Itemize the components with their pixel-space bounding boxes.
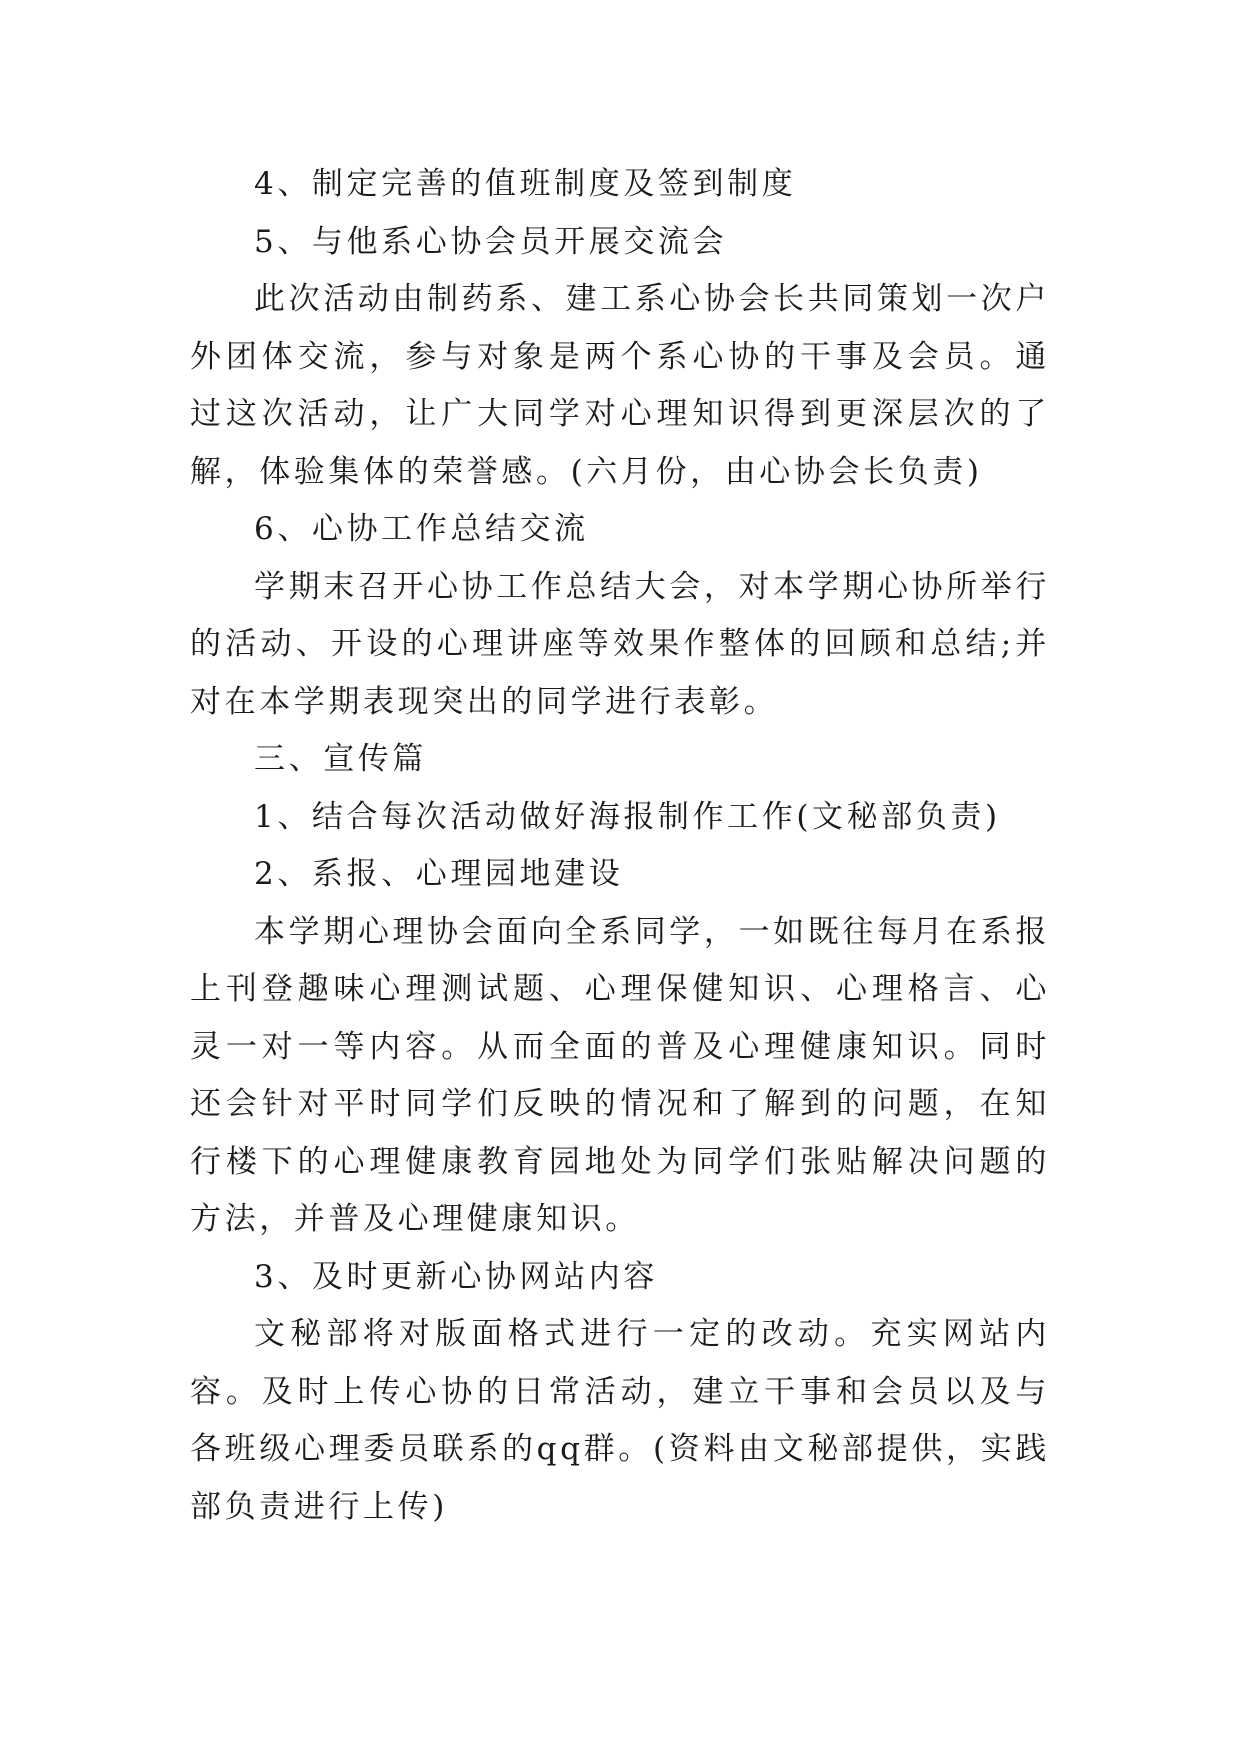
document-body	[190, 156, 1050, 1536]
section-heading-publicity: 三、宣传篇	[254, 741, 427, 777]
list-item-4: 4、制定完善的值班制度及签到制度	[254, 166, 797, 202]
publicity-item-2: 2、系报、心理园地建设	[254, 856, 624, 892]
list-item-6: 6、心协工作总结交流	[254, 511, 589, 547]
garden-construction-paragraph: 本学期心理协会面向全系同学，一如既往每月在系报上刊登趣味心理测试题、心理保健知识、心理格言、心灵一对一等内容。从而全面的普及心理健康知识。同时还会针对平时同学们反映的情况和了解到的问题，在知行楼下的心理健康教育园地处为同学们张贴解决问题的方法，并普及心理健康知识。	[190, 913, 1050, 1237]
exchange-activity-paragraph: 此次活动由制药系、建工系心协会长共同策划一次户外团体交流，参与对象是两个系心协的干事及会员。通过这次活动，让广大同学对心理知识得到更深层次的了解，体验集体的荣誉感。(六月份，由心协会长负责)	[190, 281, 1050, 490]
publicity-item-1: 1、结合每次活动做好海报制作工作(文秘部负责)	[254, 798, 1001, 835]
publicity-item-3: 3、及时更新心协网站内容	[254, 1258, 658, 1295]
summary-paragraph: 学期末召开心协工作总结大会，对本学期心协所举行的活动、开设的心理讲座等效果作整体的回顾和总结;并对在本学期表现突出的同学进行表彰。	[190, 568, 1050, 720]
list-item-5: 5、与他系心协会员开展交流会	[254, 223, 728, 260]
website-update-paragraph: 文秘部将对版面格式进行一定的改动。充实网站内容。及时上传心协的日常活动，建立干事和会员以及与各班级心理委员联系的qq群。(资料由文秘部提供，实践部负责进行上传)	[190, 1316, 1050, 1525]
